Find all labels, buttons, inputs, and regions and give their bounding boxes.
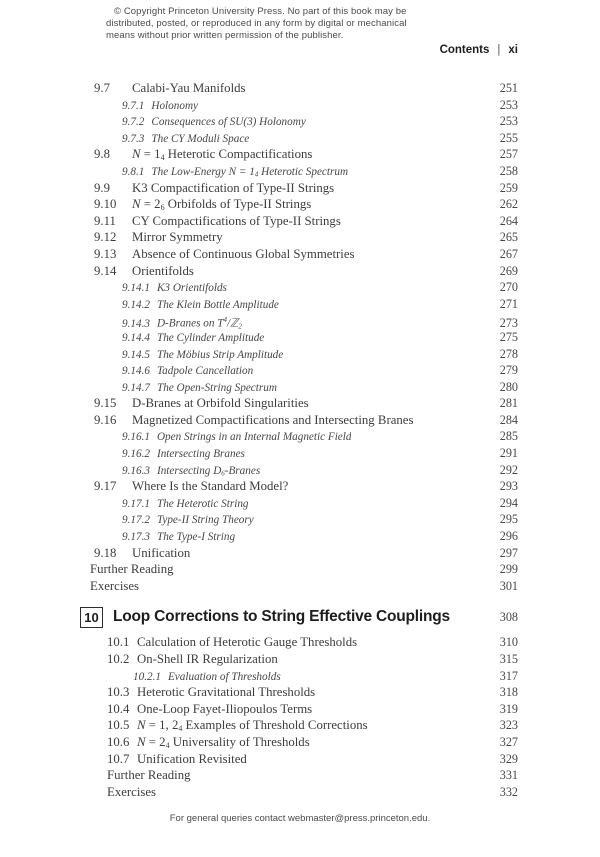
toc-entry <box>94 80 518 97</box>
entry-title: CY Compactifications of Type-II Strings <box>132 213 341 228</box>
entry-title: Unification <box>132 545 191 560</box>
entry-page-number: 331 <box>499 768 518 783</box>
toc-entry <box>107 784 518 801</box>
toc-entry <box>94 668 518 685</box>
entry-number: 10.6 <box>107 734 130 749</box>
entry-page-number: 280 <box>499 379 518 394</box>
copyright-line: © Copyright Princeton University Press. No part of this book may be <box>114 6 407 17</box>
entry-title: The CY Moduli Space <box>151 132 250 145</box>
chapter-10-entries <box>94 634 518 800</box>
toc-entry <box>94 113 518 130</box>
entry-page-number: 264 <box>499 213 518 228</box>
entry-title: Type-II String Theory <box>156 514 254 527</box>
entry-number: 10.4 <box>107 701 130 716</box>
page-number-roman: xi <box>508 44 518 56</box>
entry-number: 9.16.2 <box>122 448 150 461</box>
toc-entry <box>94 279 518 296</box>
entry-title: Exercises <box>90 578 140 593</box>
entry-title: The Heterotic String <box>156 497 249 510</box>
entry-number: 9.14.6 <box>122 365 150 378</box>
entry-page-number: 270 <box>499 280 518 295</box>
entry-number: 9.7.1 <box>122 99 145 112</box>
entry-title: Evaluation of Thresholds <box>167 670 281 683</box>
entry-title: D-Branes at Orbifold Singularities <box>132 396 309 411</box>
entry-page-number: 262 <box>499 197 518 212</box>
entry-number: 9.17.2 <box>122 514 150 527</box>
entry-page-number: 255 <box>499 130 518 145</box>
entry-page-number: 293 <box>499 479 518 494</box>
entry-number: 10.2 <box>107 652 130 666</box>
copyright-line: means without prior written permission of the publisher. <box>106 30 344 42</box>
toc-entry <box>94 213 518 230</box>
entry-title: Holonomy <box>151 99 198 112</box>
header-separator: | <box>497 44 501 56</box>
toc-entry <box>94 362 518 379</box>
toc-entry <box>94 528 518 545</box>
toc-entry <box>94 97 518 114</box>
entry-page-number: 297 <box>499 545 518 560</box>
toc-entry <box>94 296 518 313</box>
entry-title: Mirror Symmetry <box>132 230 223 245</box>
entry-title: The Cylinder Amplitude <box>156 331 265 344</box>
entry-page-number: 315 <box>499 652 518 666</box>
entry-title: Exercises <box>107 784 157 799</box>
entry-page-number: 253 <box>499 114 518 129</box>
entry-number: 9.16.1 <box>122 431 150 444</box>
entry-page-number: 319 <box>499 701 518 716</box>
entry-title: The Type-I String <box>156 531 236 544</box>
copyright-line: distributed, posted, or reproduced in any form by digital or mechanical <box>106 18 407 30</box>
entry-number: 9.17.3 <box>122 531 150 544</box>
entry-page-number: 317 <box>499 668 518 683</box>
entry-number: 9.10 <box>94 197 117 212</box>
entry-title: D-Branes on $T^4/ℤ_2$ <box>156 316 242 331</box>
entry-page-number: 323 <box>499 718 518 733</box>
entry-page-number: 299 <box>499 562 518 577</box>
entry-number: 9.11 <box>94 213 116 228</box>
page-footer: For general queries contact webmaster@press.princeton.edu. <box>169 813 431 824</box>
entry-title: Heterotic Gravitational Thresholds <box>137 685 316 700</box>
entry-number: 9.14.4 <box>122 331 150 344</box>
toc-entry <box>94 545 518 562</box>
running-header <box>440 44 518 56</box>
toc-entry <box>94 412 518 429</box>
toc-entry <box>94 495 518 512</box>
entry-page-number: 257 <box>499 147 518 162</box>
entry-page-number: 253 <box>499 97 518 112</box>
entry-page-number: 278 <box>499 346 518 361</box>
entry-title: One-Loop Fayet-Iliopoulos Terms <box>137 701 313 716</box>
toc-entry <box>94 462 518 479</box>
entry-number: 9.7.2 <box>122 116 145 129</box>
toc-entry <box>90 578 518 595</box>
toc-entry <box>107 684 518 701</box>
entry-page-number: 292 <box>499 462 518 477</box>
entry-number: 9.9 <box>94 180 110 195</box>
entry-number: 9.14.3 <box>122 318 150 331</box>
entry-title: Tadpole Cancellation <box>156 365 254 378</box>
entry-number: 10.7 <box>107 751 130 766</box>
toc-entry <box>94 246 518 263</box>
toc-entry <box>94 196 518 213</box>
entry-title: $N = 2_4$ Universality of Thresholds <box>137 734 310 750</box>
entry-number: 9.14.2 <box>122 298 150 311</box>
entry-number: 9.7 <box>94 81 110 95</box>
toc-entry <box>94 379 518 396</box>
entry-title: Further Reading <box>107 768 191 783</box>
entry-page-number: 294 <box>499 495 518 510</box>
chapter-title: Loop Corrections to String Effective Couplings <box>113 608 450 626</box>
entry-title: Unification Revisited <box>137 751 247 766</box>
entry-page-number: 284 <box>499 412 518 427</box>
toc-entry <box>90 561 518 578</box>
toc-entry <box>94 312 518 329</box>
entry-title: K3 Orientifolds <box>156 282 227 295</box>
toc-entry <box>94 395 518 412</box>
toc-entry <box>94 511 518 528</box>
entry-number: 9.16.3 <box>122 464 150 477</box>
entry-title: The Low-Energy $N = 1_4$ Heterotic Spectrum <box>151 165 349 179</box>
table-of-contents <box>84 80 518 800</box>
entry-page-number: 269 <box>499 263 518 278</box>
entry-number: 9.14.1 <box>122 282 150 295</box>
entry-title: Orientifolds <box>132 263 194 278</box>
entry-page-number: 327 <box>499 734 518 749</box>
entry-title: Intersecting $D_6$-Branes <box>156 464 261 478</box>
toc-entry <box>94 229 518 246</box>
entry-title: N = 1, $2_4$ Examples of Threshold Corrections <box>137 718 368 734</box>
entry-page-number: 332 <box>499 784 518 799</box>
entry-title: Further Reading <box>90 562 174 577</box>
entry-page-number: 281 <box>499 396 518 411</box>
entry-number: 9.14 <box>94 263 117 278</box>
entry-page-number: 291 <box>499 446 518 461</box>
entry-number: 9.14.5 <box>122 348 150 361</box>
entry-title: $N = 1_4$ Heterotic Compactifications <box>132 147 313 163</box>
entry-title: The Open-String Spectrum <box>156 381 277 394</box>
entry-number: 9.14.7 <box>122 381 150 394</box>
entry-title: K3 Compactification of Type-II Strings <box>132 180 335 195</box>
entry-page-number: 259 <box>499 180 518 195</box>
toc-entry <box>94 329 518 346</box>
entry-page-number: 296 <box>499 529 518 544</box>
entry-title: Magnetized Compactifications and Intersecting Branes <box>132 412 414 427</box>
toc-entry <box>94 263 518 280</box>
entry-title: Where Is the Standard Model? <box>132 479 289 494</box>
entry-page-number: 301 <box>499 578 518 593</box>
toc-entry <box>94 163 518 180</box>
entry-number: 9.12 <box>94 230 117 245</box>
entry-page-number: 295 <box>499 512 518 527</box>
entry-number: 10.5 <box>107 718 130 733</box>
chapter-10-heading <box>80 605 518 629</box>
entry-page-number: 251 <box>499 81 518 95</box>
entry-title: Absence of Continuous Global Symmetries <box>132 246 355 261</box>
toc-entry <box>94 445 518 462</box>
toc-entry <box>94 130 518 147</box>
entry-title: Calabi-Yau Manifolds <box>132 81 246 95</box>
toc-entry <box>107 717 518 734</box>
entry-title: The Möbius Strip Amplitude <box>156 348 284 361</box>
toc-entry <box>94 428 518 445</box>
entry-number: 9.17 <box>94 479 117 494</box>
copyright-notice <box>106 6 451 43</box>
entry-page-number: 318 <box>499 685 518 700</box>
toc-entry <box>107 651 518 668</box>
entry-number: 9.8.1 <box>122 165 145 178</box>
entry-title: $N = 2_6$ Orbifolds of Type-II Strings <box>132 197 312 213</box>
entry-page-number: 279 <box>499 363 518 378</box>
toc-entry <box>107 701 518 718</box>
toc-entry <box>94 180 518 197</box>
entry-title: On-Shell IR Regularization <box>137 652 278 666</box>
entry-page-number: 285 <box>499 429 518 444</box>
toc-entry <box>94 478 518 495</box>
entry-page-number: 273 <box>499 316 518 331</box>
entry-page-number: 267 <box>499 246 518 261</box>
entry-title: The Klein Bottle Amplitude <box>156 298 279 311</box>
entry-number: 9.7.3 <box>122 132 145 145</box>
entry-page-number: 271 <box>499 296 518 311</box>
entry-title: Open Strings in an Internal Magnetic Field <box>156 431 352 444</box>
entry-number: 9.18 <box>94 545 117 560</box>
entry-page-number: 310 <box>499 635 518 650</box>
entry-number: 9.15 <box>94 396 117 411</box>
chapter-number-box: 10 <box>80 607 103 628</box>
entry-page-number: 275 <box>499 329 518 344</box>
toc-entry <box>107 634 518 651</box>
entry-number: 9.17.1 <box>122 497 150 510</box>
toc-entry <box>107 751 518 768</box>
toc-entry <box>94 346 518 363</box>
entry-number: 10.2.1 <box>133 670 161 683</box>
toc-entry <box>94 146 518 163</box>
toc-entry <box>107 767 518 784</box>
entry-number: 9.13 <box>94 246 117 261</box>
entry-page-number: 258 <box>499 163 518 178</box>
entry-number: 9.8 <box>94 147 110 162</box>
contents-label: Contents <box>439 44 490 56</box>
chapter-9-entries <box>90 80 518 594</box>
entry-title: Intersecting Branes <box>156 448 245 461</box>
entry-title: Calculation of Heterotic Gauge Thresholds <box>137 635 358 650</box>
entry-number: 9.16 <box>94 412 117 427</box>
chapter-page-number: 308 <box>499 609 518 624</box>
entry-page-number: 329 <box>499 751 518 766</box>
entry-page-number: 265 <box>499 230 518 245</box>
entry-title: Consequences of SU(3) Holonomy <box>151 116 306 129</box>
entry-number: 10.3 <box>107 685 130 700</box>
entry-number: 10.1 <box>107 635 130 650</box>
